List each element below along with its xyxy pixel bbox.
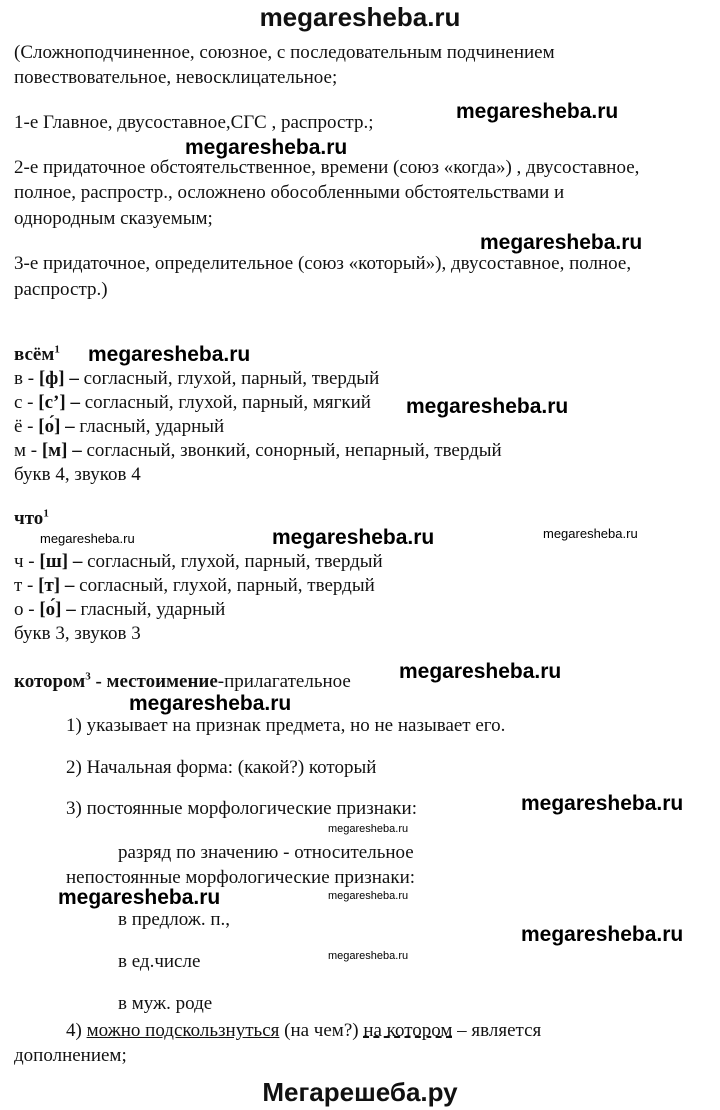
watermark: megaresheba.ru <box>185 136 348 159</box>
watermark-small: megaresheba.ru <box>328 950 409 962</box>
phonetic-row: о - [о́] – гласный, ударный <box>14 599 226 620</box>
letter-sound-count: букв 3, звуков 3 <box>14 623 141 644</box>
parse-line: 3-е придаточное, определительное (союз «который»), двусоставное, полное, <box>14 253 632 274</box>
watermark: megaresheba.ru <box>521 792 684 815</box>
word-title: что$^1$ <box>14 507 49 529</box>
watermark: megaresheba.ru <box>58 886 221 909</box>
morph-point: 1) указывает на признак предмета, но не называет его. <box>66 715 506 736</box>
parse-line: полное, распростр., осложнено обособленными обстоятельствами и <box>14 182 565 203</box>
watermark-small: megaresheba.ru <box>328 823 409 835</box>
watermark: megaresheba.ru <box>129 692 292 715</box>
watermark: megaresheba.ru <box>88 343 251 366</box>
morph-detail: в предлож. п., <box>118 909 231 930</box>
morph-point: 3) постоянные морфологические признаки: <box>66 798 417 819</box>
phonetic-row: ё - [о́] – гласный, ударный <box>14 416 225 437</box>
phonetic-row: в - [ф] – согласный, глухой, парный, твердый <box>14 368 380 389</box>
phonetic-row: м - [м] – согласный, звонкий, сонорный, непарный, твердый <box>14 440 502 461</box>
watermark-small: megaresheba.ru <box>543 526 638 541</box>
parse-line: 2-е придаточное обстоятельственное, времени (союз «когда») , двусоставное, <box>14 157 640 178</box>
parse-line: однородным сказуемым; <box>14 208 213 229</box>
parse-line: (Сложноподчиненное, союзное, с последовательным подчинением <box>14 42 555 63</box>
morph-detail: в муж. роде <box>118 993 213 1014</box>
morph-point-continued: дополнением; <box>14 1045 127 1066</box>
header-site-title: megaresheba.ru <box>259 2 461 32</box>
morph-detail: в ед.числе <box>118 951 201 972</box>
word-title: всём$^1$ <box>14 343 60 365</box>
parse-line: 1-е Главное, двусоставное,СГС , распростр.; <box>14 112 374 133</box>
watermark: megaresheba.ru <box>480 231 643 254</box>
phonetic-row: с - [с’] – согласный, глухой, парный, мягкий <box>14 392 371 413</box>
parse-line: распростр.) <box>14 279 108 300</box>
watermark-small: megaresheba.ru <box>40 531 135 546</box>
word-title: котором$^3$ - местоимение-прилагательное <box>14 670 351 692</box>
watermark: megaresheba.ru <box>521 923 684 946</box>
watermark: megaresheba.ru <box>406 395 569 418</box>
morph-point: непостоянные морфологические признаки: <box>66 867 416 888</box>
phonetic-row: т - [т] – согласный, глухой, парный, твердый <box>14 575 375 596</box>
morph-point: 4) можно подскользнуться (на чем?) на котором – является <box>66 1020 542 1041</box>
letter-sound-count: букв 4, звуков 4 <box>14 464 141 485</box>
morph-point: 2) Начальная форма: (какой?) который <box>66 757 377 778</box>
footer-site-title: Мегарешеба.ру <box>262 1077 458 1107</box>
watermark: megaresheba.ru <box>456 100 619 123</box>
parse-line: повествовательное, невосклицательное; <box>14 67 338 88</box>
phonetic-row: ч - [ш] – согласный, глухой, парный, твердый <box>14 551 383 572</box>
watermark: megaresheba.ru <box>272 526 435 549</box>
watermark: megaresheba.ru <box>399 660 562 683</box>
watermark-small: megaresheba.ru <box>328 890 409 902</box>
morph-detail: разряд по значению - относительное <box>118 842 414 863</box>
